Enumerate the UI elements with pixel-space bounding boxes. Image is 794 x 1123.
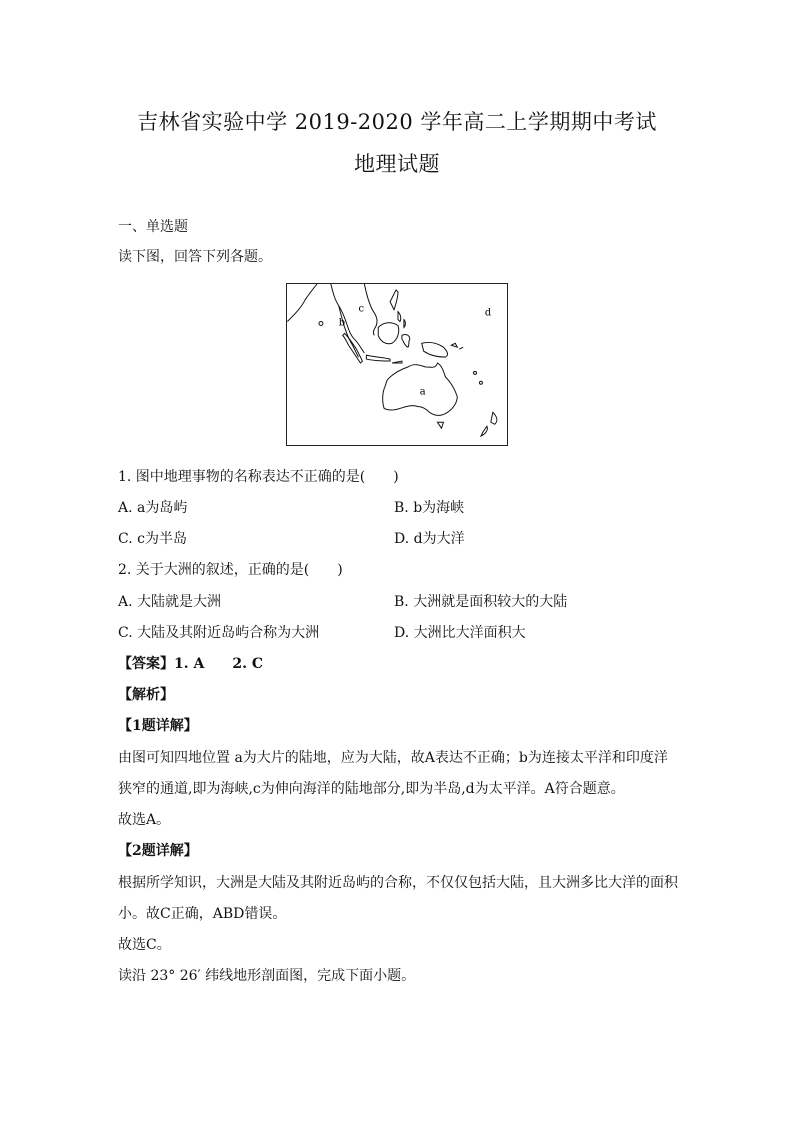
question-2-option-d: D. 大洲比大洋面积大 (394, 625, 526, 641)
question-1-stem: 1. 图中地理事物的名称表达不正确的是( ) (118, 469, 399, 485)
question-1-option-b: B. b为海峡 (394, 500, 465, 516)
question-1-option-d: D. d为大洋 (394, 531, 465, 547)
question-2-stem: 2. 关于大洲的叙述，正确的是( ) (118, 562, 343, 578)
answer-line: 【答案】1. A 2. C (118, 656, 263, 672)
detail-2-line-2: 小。故C正确，ABD错误。 (118, 906, 287, 922)
question-2-option-c: C. 大陆及其附近岛屿合称为大洲 (118, 625, 320, 641)
page-title: 吉林省实验中学 2019-2020 学年高二上学期期中考试 (137, 110, 657, 134)
detail-1-line-1: 由图可知四地位置 a为大片的陆地，应为大陆，故A表达不正确；b为连接太平洋和印度洋 (118, 750, 668, 766)
detail-2-heading: 【2题详解】 (118, 843, 198, 859)
map-figure (287, 284, 507, 445)
detail-1-line-2: 狭窄的通道,即为海峡,c为伸向海洋的陆地部分,即为半岛,d为太平洋。A符合题意。 (118, 781, 625, 797)
detail-2-line-1: 根据所学知识，大洲是大陆及其附近岛屿的合称，不仅仅包括大陆，且大洲多比大洋的面积 (118, 875, 678, 891)
intro-text: 读下图，回答下列各题。 (118, 249, 272, 265)
question-2-option-b: B. 大洲就是面积较大的大陆 (394, 594, 568, 610)
map-label-a: a (419, 386, 426, 398)
map-label-c: c (358, 303, 365, 315)
detail-1-heading: 【1题详解】 (118, 718, 198, 734)
detail-1-line-3: 故选A。 (118, 812, 171, 828)
map-label-d: d (484, 307, 492, 319)
detail-2-line-3: 故选C。 (118, 937, 171, 953)
section-heading: 一、单选题 (118, 219, 188, 235)
next-question-intro: 读沿 23° 26′ 纬线地形剖面图，完成下面小题。 (118, 968, 416, 984)
question-1-option-c: C. c为半岛 (118, 531, 187, 547)
question-2-option-a: A. 大陆就是大洲 (118, 594, 222, 610)
analysis-heading: 【解析】 (118, 687, 174, 703)
southeast-asia-australia-map (286, 283, 508, 446)
page-subtitle: 地理试题 (354, 152, 440, 176)
question-1-option-a: A. a为岛屿 (118, 500, 188, 516)
map-label-b: b (338, 317, 346, 329)
